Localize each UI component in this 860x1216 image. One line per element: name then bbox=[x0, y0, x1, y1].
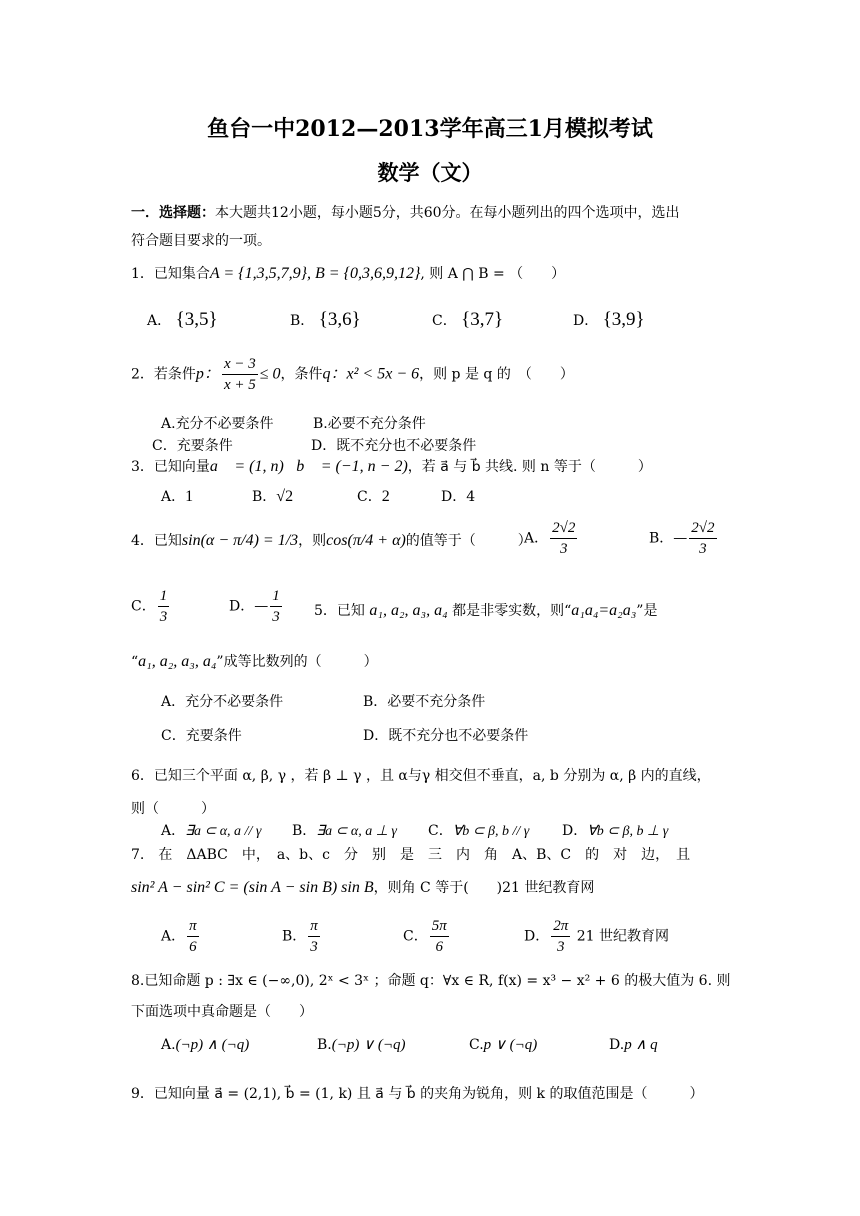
option-value: 充分不必要条件 bbox=[175, 416, 274, 432]
q6-option-b[interactable] bbox=[292, 820, 397, 843]
fraction-denominator: x + 5 bbox=[222, 374, 258, 395]
q7-option-a[interactable] bbox=[161, 916, 201, 957]
option-label: C. bbox=[469, 1037, 484, 1053]
section-intro-line1 bbox=[131, 202, 680, 224]
option-fraction bbox=[158, 586, 170, 627]
q7-option-d[interactable] bbox=[524, 916, 669, 957]
option-label: C． bbox=[403, 928, 428, 945]
q2-option-d[interactable] bbox=[311, 435, 476, 457]
option-prefix: — bbox=[673, 530, 688, 547]
question-6-line2: 则（ ） bbox=[131, 801, 215, 817]
q3-option-b[interactable] bbox=[252, 486, 293, 508]
option-label: B． bbox=[292, 823, 317, 839]
option-label: A. bbox=[161, 416, 176, 432]
q3-option-c[interactable] bbox=[357, 486, 390, 508]
option-label: D． bbox=[363, 728, 389, 744]
fraction-denominator: 3 bbox=[551, 936, 570, 957]
question-5-line2 bbox=[131, 651, 378, 673]
option-label: D. bbox=[609, 1037, 625, 1053]
fraction-numerator: π bbox=[310, 918, 318, 934]
fraction-denominator: 6 bbox=[430, 936, 449, 957]
q3-tail: ，若 a⃗ 与 b⃗ 共线. 则 n 等于（ ） bbox=[407, 459, 652, 475]
section-intro-line2: 符合题目要求的一项。 bbox=[131, 233, 271, 249]
option-label: C． bbox=[432, 313, 457, 329]
option-label: D． bbox=[573, 313, 599, 329]
q6-option-d[interactable] bbox=[562, 820, 668, 843]
q2-option-c[interactable] bbox=[152, 435, 233, 457]
question-5 bbox=[314, 600, 657, 622]
q4-stem: 4．已知 bbox=[131, 533, 182, 549]
option-value: 必要不充分条件 bbox=[327, 416, 426, 432]
question-6: 6．已知三个平面 α, β, γ ，若 β ⊥ γ ，且 α与γ 相交但不垂直，a, b 分别为 α, β 内的直线， bbox=[131, 768, 711, 784]
q1-set-b: , B = {0,3,6,9,12} bbox=[307, 265, 421, 282]
option-value: (¬p) ∨ (¬q) bbox=[331, 1037, 406, 1053]
option-value: 1 bbox=[185, 488, 194, 505]
q2-relation: ≤ 0 bbox=[259, 365, 281, 383]
q5-condition: a₁a₄=a₂a₃ bbox=[571, 602, 637, 619]
option-label: D． bbox=[311, 438, 337, 454]
section-description: 本大题共12小题，每小题5分，共60分。在每小题列出的四个选项中，选出 bbox=[215, 205, 680, 221]
q8-option-d[interactable] bbox=[609, 1034, 658, 1056]
q5-mid: 都是非零实数，则“ bbox=[452, 603, 572, 619]
option-fraction bbox=[270, 586, 282, 627]
q3-vector-b: ，b⃗ = (−1, n − 2) bbox=[283, 458, 408, 475]
option-value: 充分不必要条件 bbox=[185, 694, 284, 710]
q1-option-c[interactable] bbox=[432, 309, 503, 332]
q2-option-a[interactable] bbox=[161, 413, 274, 435]
option-fraction bbox=[551, 916, 570, 957]
option-label: A． bbox=[524, 530, 549, 547]
q5-quote-open: “ bbox=[131, 654, 139, 670]
q2-stem: 2．若条件 bbox=[131, 366, 196, 383]
fraction-denominator: 3 bbox=[550, 538, 577, 559]
q1-option-a[interactable] bbox=[147, 309, 218, 332]
page-title: 鱼台一中2012—2013学年高三1月模拟考试 bbox=[207, 116, 653, 142]
q5-variables-2: a₁, a₂, a₃, a₄ bbox=[138, 653, 217, 670]
q3-vector-a: a⃗ = (1, n) bbox=[209, 458, 284, 475]
section-heading: 一．选择题： bbox=[131, 205, 215, 221]
page-subtitle: 数学（文） bbox=[377, 160, 483, 185]
option-label: D． bbox=[441, 489, 467, 505]
q8-option-c[interactable] bbox=[469, 1034, 537, 1056]
fraction-numerator: π bbox=[189, 918, 197, 934]
q2-inequality: x² < 5x − 6 bbox=[346, 365, 420, 383]
option-label: C． bbox=[428, 823, 453, 839]
option-value: {3,6} bbox=[318, 309, 361, 330]
q4-option-d[interactable] bbox=[229, 586, 284, 627]
q4-option-c[interactable] bbox=[131, 586, 171, 627]
option-label: B． bbox=[282, 928, 307, 945]
q5-tail: ”成等比数列的（ ） bbox=[216, 654, 378, 670]
option-label: C． bbox=[131, 598, 156, 615]
option-value: ∀b ⊂ β, b // γ bbox=[452, 824, 530, 839]
option-value: p ∨ (¬q) bbox=[483, 1037, 538, 1053]
option-label: D． bbox=[524, 928, 550, 945]
q4-tail: 的值等于（ ） bbox=[405, 533, 532, 549]
q3-stem: 3．已知向量 bbox=[131, 459, 210, 475]
question-7: 7. 在 ΔABC 中， a、b、c 分 别 是 三 内 角 A、B、C 的 对 边， 且 bbox=[131, 847, 691, 863]
question-3 bbox=[131, 456, 652, 478]
q7-tail: ，则角 C 等于( )21 世纪教育网 bbox=[373, 880, 595, 896]
fraction-denominator: 3 bbox=[689, 538, 716, 559]
fraction-numerator: 1 bbox=[159, 588, 168, 604]
q3-option-d[interactable] bbox=[441, 486, 475, 508]
option-label: B． bbox=[290, 313, 315, 329]
option-prefix: — bbox=[254, 598, 269, 615]
q5-end: ”是 bbox=[636, 603, 658, 619]
fraction-numerator: x − 3 bbox=[223, 356, 256, 372]
option-value: 充要条件 bbox=[185, 728, 242, 744]
option-label: B． bbox=[363, 694, 388, 710]
fraction-denominator: 3 bbox=[270, 606, 282, 627]
question-8: 8.已知命题 p : ∃x ∈ (−∞,0), 2ˣ < 3ˣ ；命题 q：∀x ∈ R, f(x) = x³ − x² + 6 的极大值为 6. 则 bbox=[131, 973, 731, 989]
option-value: p ∧ q bbox=[624, 1037, 658, 1053]
option-label: A. bbox=[161, 1037, 176, 1053]
q2-q: q： bbox=[322, 365, 347, 383]
question-8-line2: 下面选项中真命题是（ ） bbox=[131, 1004, 313, 1020]
q5-option-d[interactable] bbox=[363, 725, 528, 747]
option-value: 既不充分也不必要条件 bbox=[388, 728, 529, 744]
q1-option-b[interactable] bbox=[290, 309, 361, 332]
option-value: 2 bbox=[381, 488, 390, 505]
option-label: A． bbox=[161, 489, 186, 505]
q4-option-b[interactable] bbox=[649, 518, 719, 559]
q7-option-b[interactable] bbox=[282, 916, 322, 957]
q6-option-a[interactable] bbox=[161, 820, 261, 843]
q1-option-d[interactable] bbox=[573, 309, 645, 332]
option-fraction bbox=[550, 518, 577, 559]
watermark-text: 21 世纪教育网 bbox=[576, 928, 669, 945]
option-label: B. bbox=[313, 416, 328, 432]
fraction-numerator: 2π bbox=[553, 918, 569, 934]
q2-fraction bbox=[222, 354, 258, 395]
q1-tail: , 则 A ⋂ B = （ ） bbox=[420, 266, 566, 282]
option-label: C． bbox=[161, 728, 186, 744]
q4-target: cos(π/4 + α) bbox=[326, 532, 406, 549]
fraction-denominator: 6 bbox=[187, 936, 199, 957]
option-value: ∃a ⊂ α, a ⊥ γ bbox=[316, 824, 397, 839]
fraction-numerator: 5π bbox=[431, 918, 447, 934]
option-value: 必要不充分条件 bbox=[387, 694, 486, 710]
fraction-denominator: 3 bbox=[308, 936, 320, 957]
q1-stem: 1．已知集合 bbox=[131, 266, 210, 282]
q3-option-a[interactable] bbox=[161, 486, 193, 508]
q7-equation: sin² A − sin² C = (sin A − sin B) sin B bbox=[131, 879, 374, 896]
q5-stem: 5．已知 bbox=[314, 603, 365, 619]
option-value: {3,5} bbox=[175, 309, 218, 330]
fraction-numerator: 1 bbox=[272, 588, 280, 604]
q5-variables: a₁, a₂, a₃, a₄ bbox=[369, 602, 448, 619]
q6-option-c[interactable] bbox=[428, 820, 529, 843]
q5-option-b[interactable] bbox=[363, 691, 485, 713]
q8-option-b[interactable] bbox=[317, 1034, 405, 1056]
option-value: √2 bbox=[276, 488, 294, 505]
option-label: A． bbox=[161, 928, 186, 945]
option-value: 既不充分也不必要条件 bbox=[336, 438, 477, 454]
question-7-line2 bbox=[131, 877, 594, 899]
q4-given: sin(α − π/4) = 1/3 bbox=[181, 532, 299, 549]
option-label: B． bbox=[252, 489, 277, 505]
q4-mid: ，则 bbox=[298, 533, 327, 549]
option-label: A． bbox=[147, 313, 172, 329]
option-fraction bbox=[430, 916, 449, 957]
option-label: C． bbox=[152, 438, 177, 454]
option-label: D． bbox=[562, 823, 588, 839]
question-1 bbox=[131, 263, 565, 285]
option-value: ∀b ⊂ β, b ⊥ γ bbox=[587, 824, 669, 839]
option-value: (¬p) ∧ (¬q) bbox=[175, 1037, 250, 1053]
q8-option-a[interactable] bbox=[161, 1034, 249, 1056]
q5-option-c[interactable] bbox=[161, 725, 242, 747]
q2-option-b[interactable] bbox=[313, 413, 426, 435]
q1-set-a: A = {1,3,5,7,9} bbox=[209, 265, 307, 282]
fraction-numerator: 2√2 bbox=[552, 520, 576, 536]
option-fraction bbox=[308, 916, 320, 957]
option-fraction bbox=[187, 916, 199, 957]
option-label: B． bbox=[649, 530, 674, 547]
q5-option-a[interactable] bbox=[161, 691, 283, 713]
option-fraction bbox=[689, 518, 716, 559]
option-label: A． bbox=[161, 694, 186, 710]
option-value: 4 bbox=[466, 489, 476, 505]
question-2 bbox=[131, 354, 574, 395]
option-label: D． bbox=[229, 598, 255, 615]
option-value: {3,7} bbox=[461, 309, 504, 330]
question-4 bbox=[131, 530, 532, 552]
option-label: C． bbox=[357, 489, 382, 505]
option-value: ∃a ⊂ α, a // γ bbox=[185, 824, 262, 839]
q2-mid: ，条件 bbox=[280, 366, 323, 383]
option-value: {3,9} bbox=[602, 309, 645, 330]
question-9: 9．已知向量 a⃗ = (2,1), b⃗ = (1, k) 且 a⃗ 与 b⃗ 的夹角为锐角，则 k 的取值范围是（ ） bbox=[131, 1086, 704, 1102]
q4-option-a[interactable] bbox=[524, 518, 579, 559]
q7-option-c[interactable] bbox=[403, 916, 451, 957]
option-label: A． bbox=[161, 823, 186, 839]
option-label: B. bbox=[317, 1037, 332, 1053]
q2-tail: ，则 p 是 q 的 （ ） bbox=[419, 366, 574, 383]
q2-p: p： bbox=[195, 365, 220, 383]
fraction-denominator: 3 bbox=[158, 606, 170, 627]
option-value: 充要条件 bbox=[176, 438, 233, 454]
fraction-numerator: 2√2 bbox=[691, 520, 715, 536]
